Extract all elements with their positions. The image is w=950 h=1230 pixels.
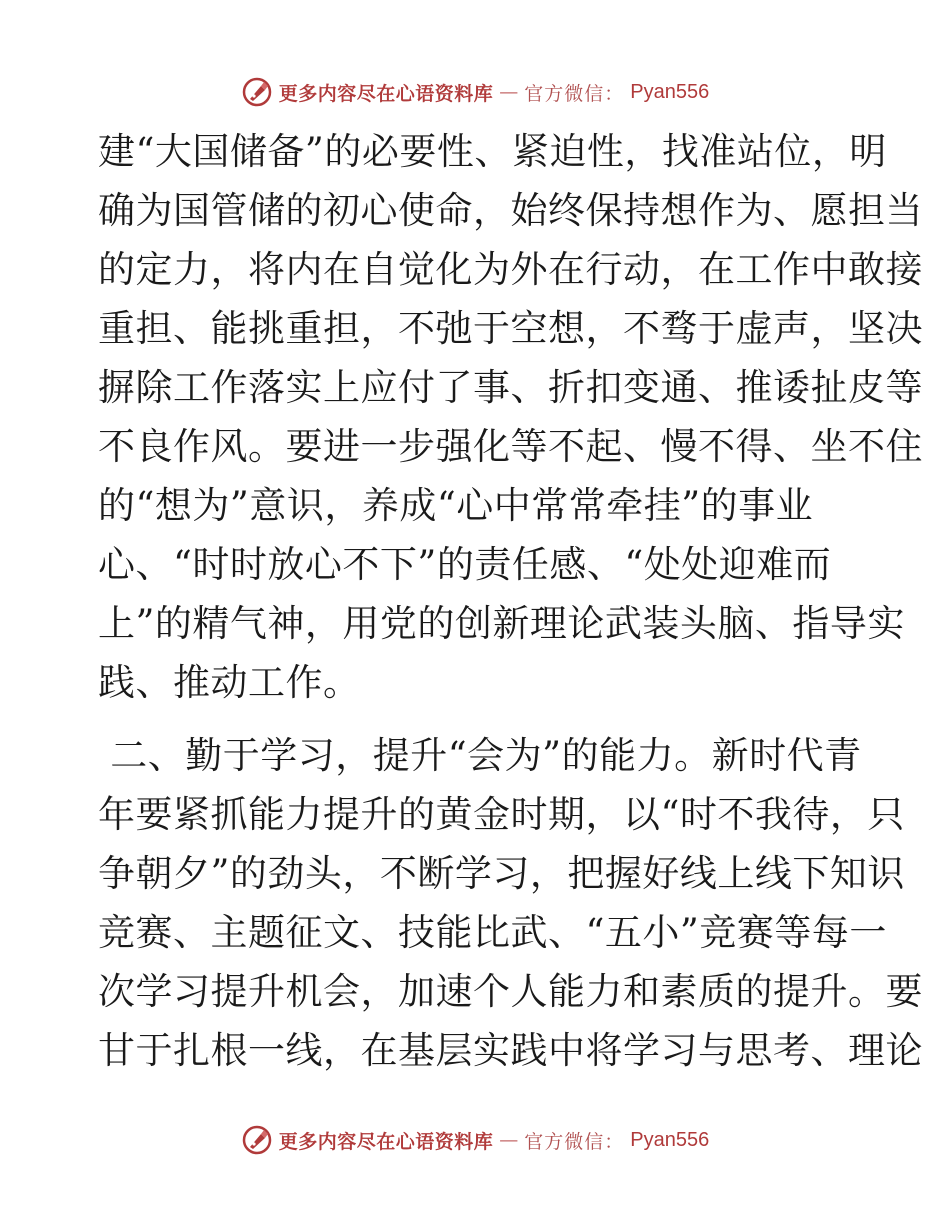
footer-watermark bbox=[0, 1120, 950, 1160]
text-line: 建“大国储备”的必要性、紧迫性，找准站位，明 bbox=[98, 130, 887, 173]
paragraph bbox=[98, 122, 923, 712]
text-line: 心、“时时放心不下”的责任感、“处处迎难而 bbox=[98, 543, 832, 586]
watermark-dash: — bbox=[499, 81, 519, 103]
watermark-official-label: 官方微信： bbox=[524, 82, 625, 105]
pen-nib-icon bbox=[241, 1124, 273, 1156]
text-line: 的“想为”意识，养成“心中常常牵挂”的事业 bbox=[98, 484, 814, 527]
text-line: 上”的精气神，用党的创新理论武装头脑、指导实 bbox=[98, 602, 905, 645]
text-line: 二、勤于学习，提升“会为”的能力。新时代青 bbox=[98, 734, 862, 777]
paragraph bbox=[98, 726, 923, 1080]
text-line: 的定力，将内在自觉化为外在行动，在工作中敢接 bbox=[98, 248, 923, 291]
pen-nib-icon bbox=[241, 76, 273, 108]
text-line: 不良作风。要进一步强化等不起、慢不得、坐不住 bbox=[98, 425, 923, 468]
watermark-wechat-id: Pyan556 bbox=[630, 80, 710, 103]
text-line: 摒除工作落实上应付了事、折扣变通、推诿扯皮等 bbox=[98, 366, 923, 409]
watermark-brand: 更多内容尽在心语资料库 bbox=[278, 1130, 494, 1153]
text-line: 争朝夕”的劲头，不断学习，把握好线上线下知识 bbox=[98, 852, 905, 895]
watermark-official-label: 官方微信： bbox=[524, 1130, 625, 1153]
watermark-dash: — bbox=[499, 1129, 519, 1151]
text-line: 年要紧抓能力提升的黄金时期，以“时不我待，只 bbox=[98, 793, 905, 836]
text-line: 竞赛、主题征文、技能比武、“五小”竞赛等每一 bbox=[98, 911, 887, 954]
document-body bbox=[98, 122, 923, 1080]
text-line: 重担、能挑重担，不弛于空想，不骛于虚声，坚决 bbox=[98, 307, 923, 350]
header-watermark bbox=[0, 72, 950, 112]
paragraph-spacer bbox=[98, 712, 850, 726]
text-line: 甘于扎根一线，在基层实践中将学习与思考、理论 bbox=[98, 1029, 923, 1072]
text-line: 次学习提升机会，加速个人能力和素质的提升。要 bbox=[98, 970, 923, 1013]
watermark-brand: 更多内容尽在心语资料库 bbox=[278, 82, 494, 105]
text-line: 确为国管储的初心使命，始终保持想作为、愿担当 bbox=[98, 189, 923, 232]
text-line: 践、推动工作。 bbox=[98, 661, 361, 704]
watermark-wechat-id: Pyan556 bbox=[630, 1128, 710, 1151]
